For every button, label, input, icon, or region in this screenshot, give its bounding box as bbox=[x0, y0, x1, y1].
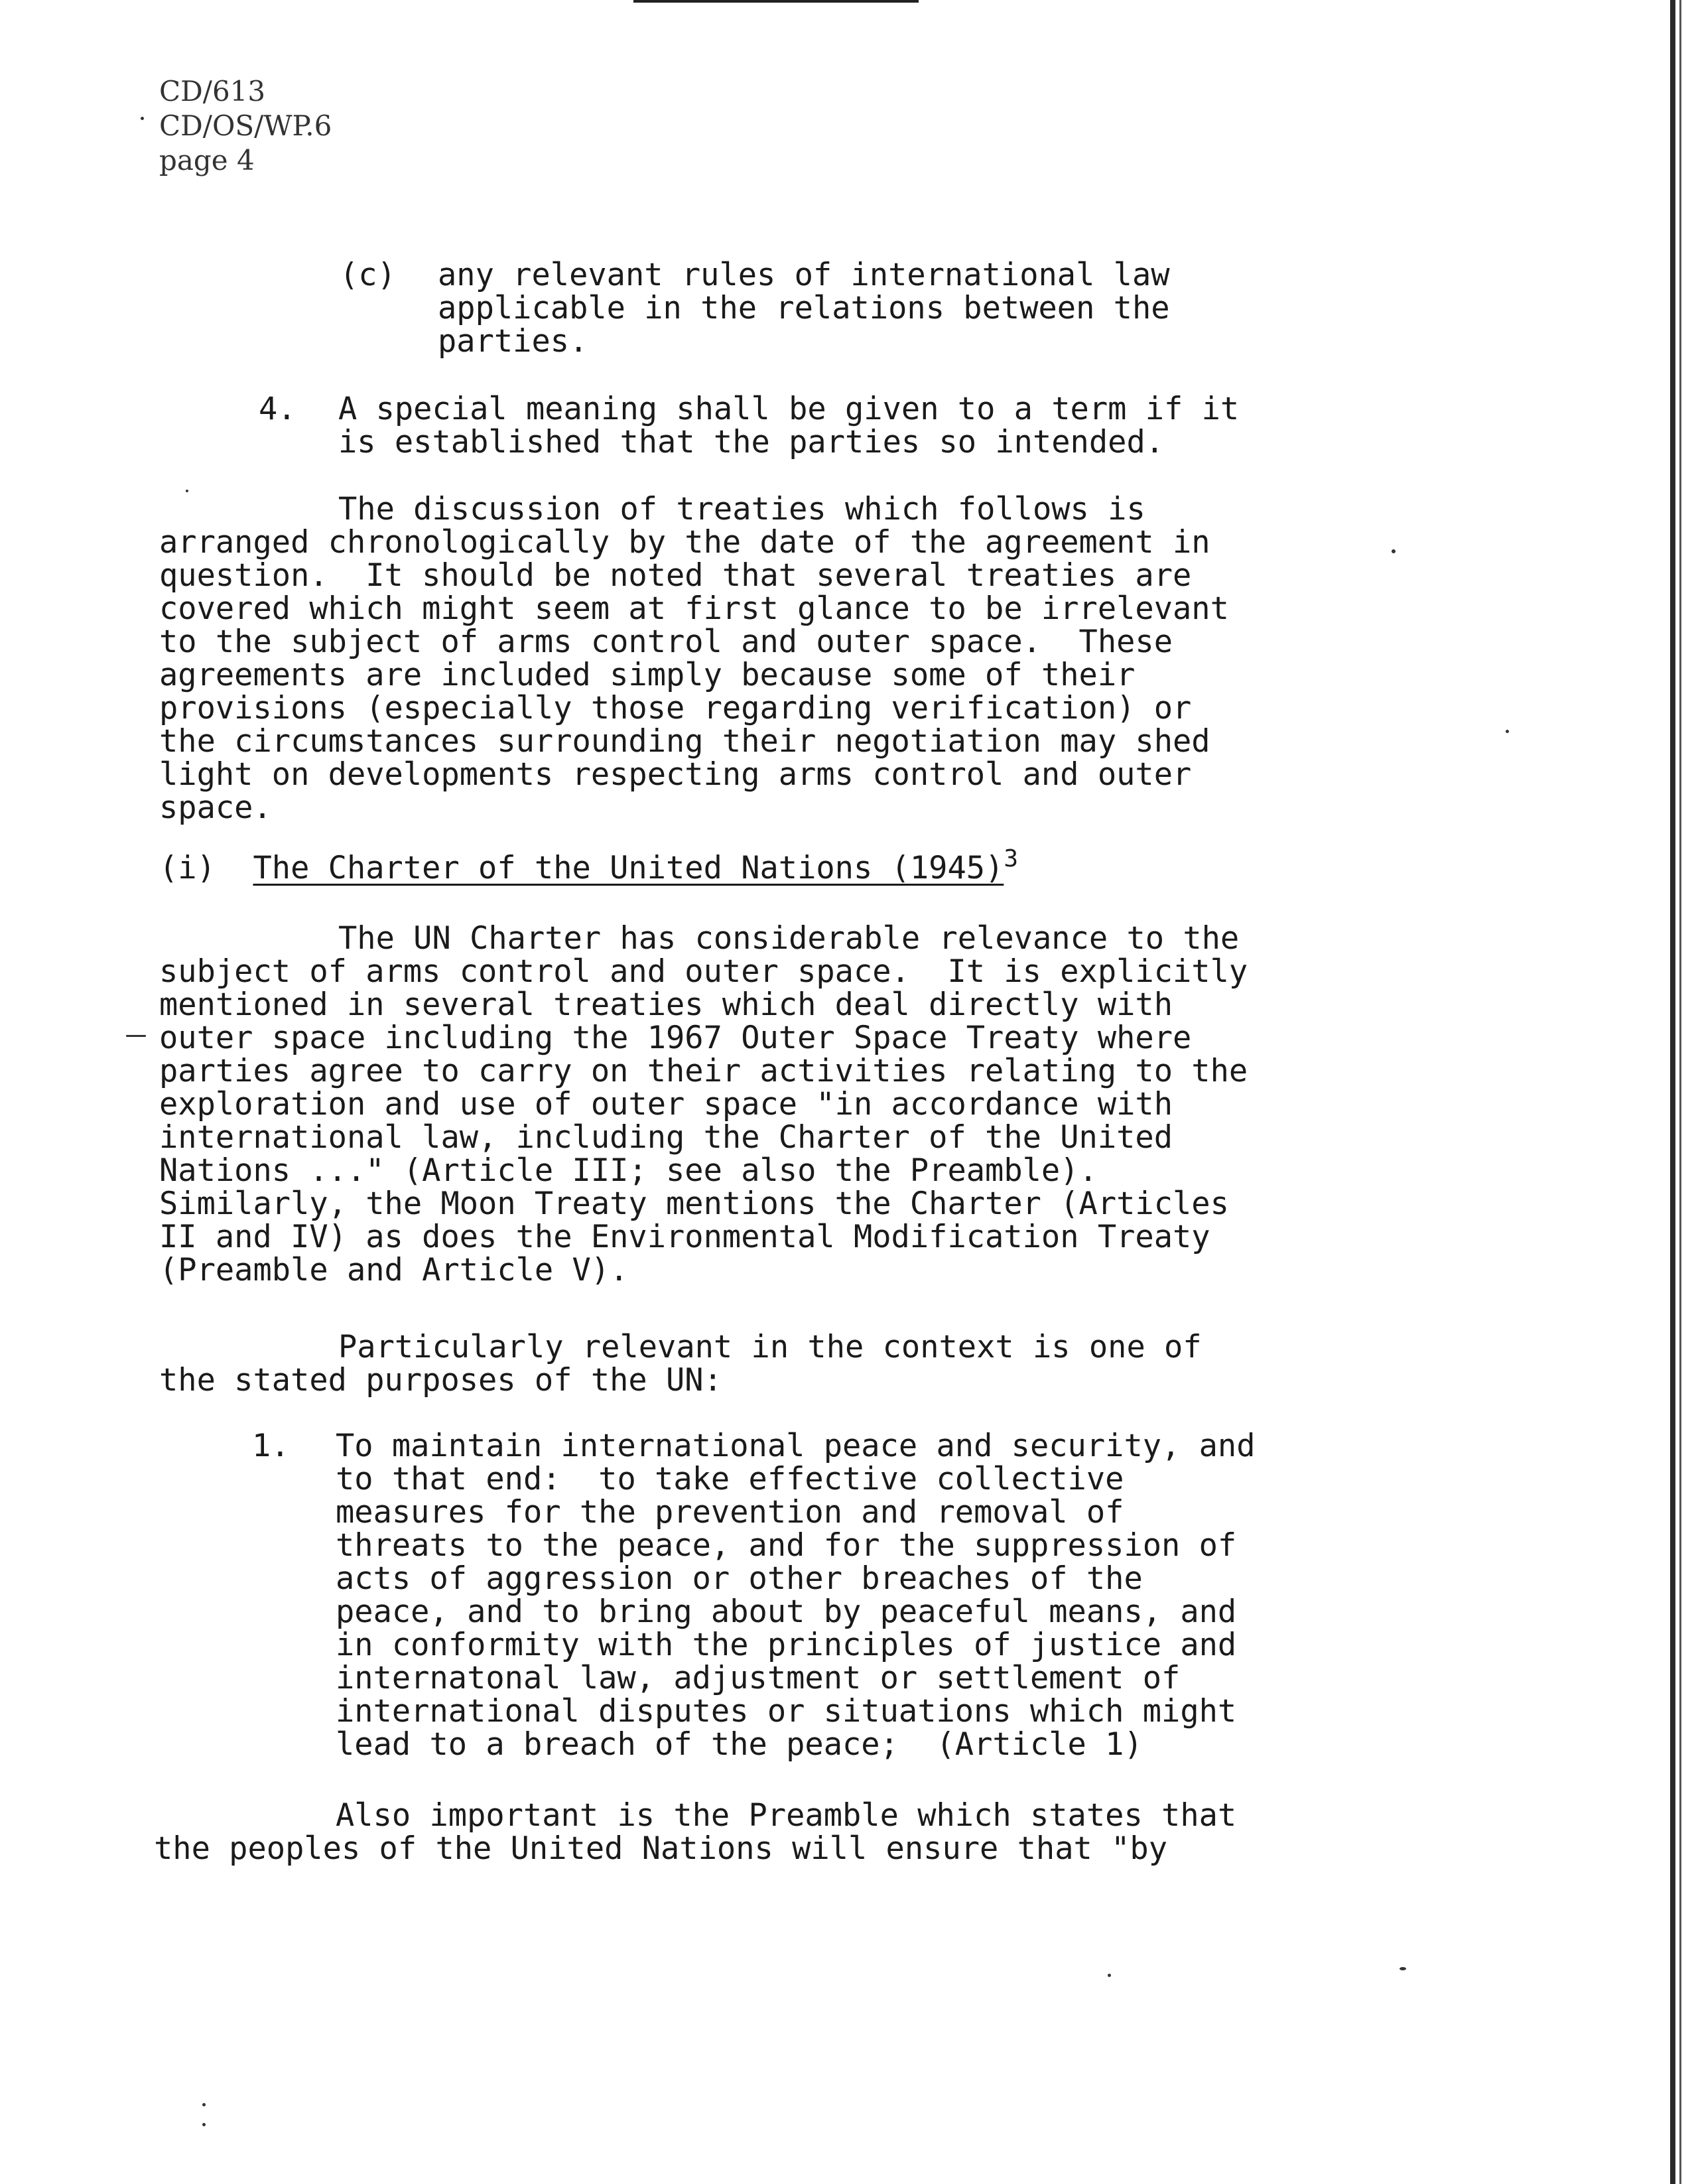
paragraph-line: Similarly, the Moon Treaty mentions the Charter (Articles bbox=[159, 1186, 1229, 1222]
scan-speck bbox=[202, 2123, 206, 2126]
paragraph-line: space. bbox=[159, 789, 272, 826]
scan-speck bbox=[141, 117, 144, 120]
scan-speck bbox=[126, 1035, 146, 1037]
paragraph-line: Also important is the Preamble which states that bbox=[336, 1797, 1237, 1834]
paragraph-line: parties agree to carry on their activities relating to the bbox=[159, 1053, 1248, 1089]
item-c-marker: (c) bbox=[340, 257, 396, 293]
paragraph-line: the circumstances surrounding their negotiation may shed bbox=[159, 723, 1210, 760]
paragraph-line: covered which might seem at first glance to be irrelevant bbox=[159, 590, 1229, 627]
paragraph-line: The discussion of treaties which follows is bbox=[338, 491, 1145, 527]
item-1-line: to that end: to take effective collective bbox=[336, 1461, 1124, 1497]
item-1-line: To maintain international peace and security, and bbox=[336, 1428, 1256, 1464]
scan-speck bbox=[202, 2103, 206, 2106]
paragraph-line: to the subject of arms control and outer space. These bbox=[159, 624, 1173, 660]
page-number: page 4 bbox=[159, 144, 255, 176]
paragraph-line: question. It should be noted that several treaties are bbox=[159, 557, 1192, 594]
item-4-line: A special meaning shall be given to a term if it bbox=[338, 391, 1240, 427]
item-1-line: peace, and to bring about by peaceful means, and bbox=[336, 1594, 1237, 1630]
item-1-line: internatonal law, adjustment or settlement of bbox=[336, 1660, 1181, 1696]
item-1-marker: 1. bbox=[252, 1428, 290, 1464]
scan-speck bbox=[1400, 1967, 1406, 1970]
paragraph-line: light on developments respecting arms control and outer bbox=[159, 756, 1192, 793]
paragraph-line: Particularly relevant in the context is one of bbox=[338, 1329, 1202, 1365]
page-edge-line bbox=[1679, 0, 1681, 2184]
paragraph-line: the peoples of the United Nations will ensure that "by bbox=[154, 1830, 1168, 1867]
paragraph-line: (Preamble and Article V). bbox=[159, 1252, 629, 1288]
paragraph-line: outer space including the 1967 Outer Space Treaty where bbox=[159, 1020, 1192, 1056]
section-number: (i) bbox=[159, 850, 216, 886]
page-edge-shadow bbox=[1670, 0, 1675, 2184]
scan-speck bbox=[186, 490, 188, 492]
scan-speck bbox=[1506, 730, 1509, 733]
document-symbol: CD/613 bbox=[159, 75, 266, 107]
item-c-line: parties. bbox=[438, 323, 588, 360]
item-1-line: acts of aggression or other breaches of the bbox=[336, 1560, 1143, 1597]
section-title: The Charter of the United Nations (1945) bbox=[253, 850, 1004, 886]
section-heading bbox=[159, 845, 1019, 886]
scan-speck bbox=[1392, 549, 1396, 553]
item-1-line: threats to the peace, and for the suppression of bbox=[336, 1527, 1237, 1564]
item-1-line: in conformity with the principles of justice and bbox=[336, 1627, 1237, 1663]
paragraph-line: Nations ..." (Article III; see also the Preamble). bbox=[159, 1152, 1098, 1189]
paragraph-line: the stated purposes of the UN: bbox=[159, 1362, 722, 1399]
paragraph-line: arranged chronologically by the date of the agreement in bbox=[159, 524, 1210, 561]
item-4-line: is established that the parties so intended. bbox=[338, 424, 1165, 460]
paragraph-line: mentioned in several treaties which deal directly with bbox=[159, 987, 1173, 1023]
working-paper-symbol: CD/OS/WP.6 bbox=[159, 109, 332, 142]
item-4-marker: 4. bbox=[259, 391, 296, 427]
paragraph-line: The UN Charter has considerable relevance to the bbox=[338, 920, 1240, 957]
top-rule bbox=[633, 0, 919, 3]
item-1-line: lead to a breach of the peace; (Article 1) bbox=[336, 1726, 1143, 1763]
paragraph-line: agreements are included simply because some of their bbox=[159, 657, 1136, 693]
paragraph-line: international law, including the Charter of the United bbox=[159, 1119, 1173, 1156]
item-c-line: any relevant rules of international law bbox=[438, 257, 1170, 293]
paragraph-line: II and IV) as does the Environmental Modification Treaty bbox=[159, 1219, 1210, 1255]
document-header bbox=[159, 74, 332, 178]
footnote-marker: 3 bbox=[1004, 845, 1019, 872]
paragraph-line: provisions (especially those regarding verification) or bbox=[159, 690, 1192, 726]
item-1-line: international disputes or situations which might bbox=[336, 1693, 1237, 1730]
paragraph-line: subject of arms control and outer space. It is explicitly bbox=[159, 953, 1248, 990]
paragraph-line: exploration and use of outer space "in accordance with bbox=[159, 1086, 1173, 1123]
item-c-line: applicable in the relations between the bbox=[438, 290, 1170, 326]
scan-speck bbox=[1108, 1974, 1111, 1977]
item-1-line: measures for the prevention and removal of bbox=[336, 1494, 1124, 1531]
